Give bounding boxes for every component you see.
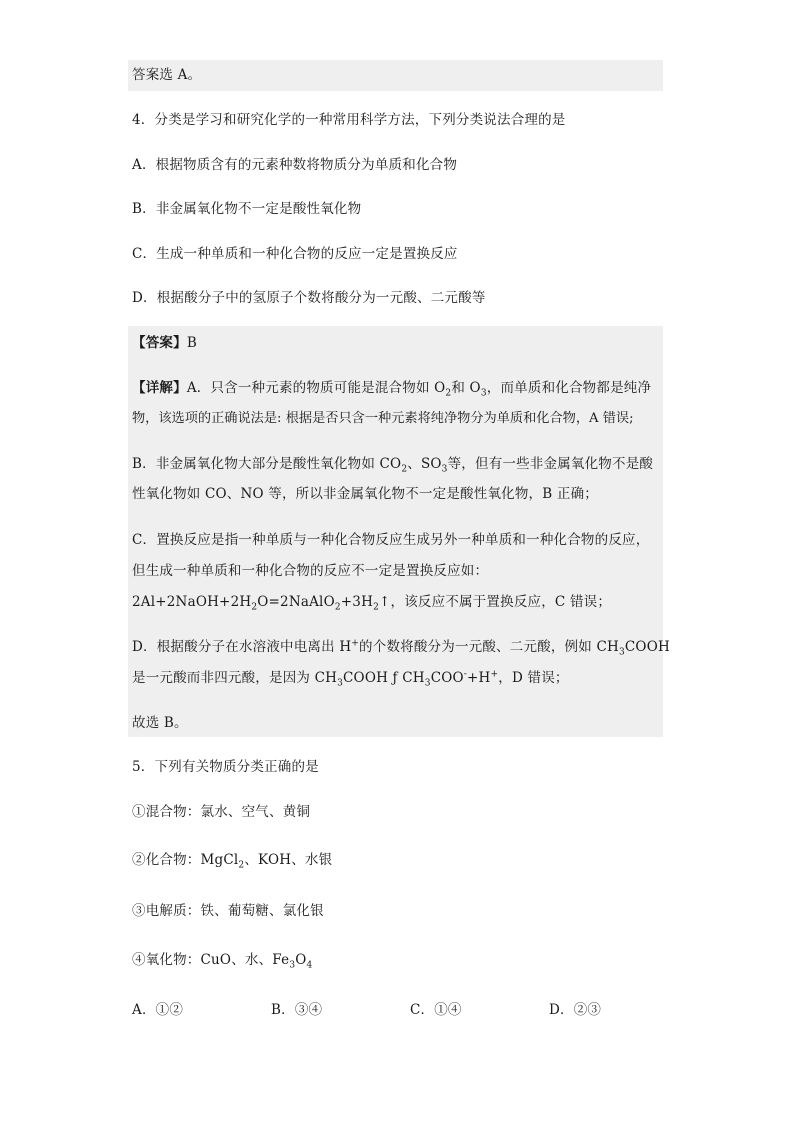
- q4-stem: 4．分类是学习和研究化学的一种常用科学方法，下列分类说法合理的是: [132, 112, 566, 128]
- q4-detail-a-line1: 【详解】A．只含一种元素的物质可能是混合物如 $O_2$和 $O_3$，而单质和化合物都是纯净: [132, 380, 652, 399]
- q5-option-a: A．①②: [132, 1002, 184, 1018]
- q4-answer: [132, 333, 197, 353]
- detail-tag: 【详解】: [132, 380, 187, 396]
- q5-item-4: ④氧化物：CuO、水、$Fe_3O_4$: [132, 952, 313, 971]
- q5-item-3: ③电解质：铁、葡萄糖、氯化银: [132, 903, 324, 919]
- q4-detail-d-line1: D．根据酸分子在水溶液中电离出 H+的个数将酸分为一元酸、二元酸，例如 $CH_3COOH$: [132, 638, 670, 658]
- q4-option-a: A．根据物质含有的元素种数将物质分为单质和化合物: [132, 157, 458, 173]
- q5-option-c: C．①④: [410, 1002, 462, 1018]
- answer-tag: 【答案】: [132, 335, 187, 351]
- q4-detail-c-line1: C．置换反应是指一种单质与一种化合物反应生成另外一种单质和一种化合物的反应，: [132, 532, 650, 548]
- prev-answer: 答案选 A。: [132, 67, 202, 83]
- q4-option-d: D．根据酸分子中的氢原子个数将酸分为一元酸、二元酸等: [132, 290, 486, 306]
- q5-options: [132, 1000, 652, 1020]
- q5-option-d: D．②③: [549, 1002, 602, 1018]
- q4-detail-d-line2: 是一元酸而非四元酸，是因为 $CH_3COOH$ ƒ $CH_3COO^-+H^+$，D 错误；: [132, 669, 569, 689]
- q5-stem: 5．下列有关物质分类正确的是: [132, 759, 319, 775]
- q5-option-b: B．③④: [271, 1002, 323, 1018]
- q4-conclusion: 故选 B。: [132, 715, 188, 731]
- q5-item-2: ②化合物：MgCl$_2$、KOH、水银: [132, 852, 333, 871]
- q4-option-b: B．非金属氧化物不一定是酸性氧化物: [132, 201, 362, 217]
- q5-item-1: ①混合物：氯水、空气、黄铜: [132, 804, 311, 820]
- prev-answer-shade: [128, 60, 663, 91]
- q4-detail-c-line2: 但生成一种单质和一种化合物的反应不一定是置换反应如：: [132, 563, 489, 579]
- q4-detail-c-line3: $2Al+2NaOH+2H_2O=2NaAlO_2+3H_2↑$，该反应不属于置换反应，C 错误；: [132, 594, 612, 613]
- q4-detail-b-line1: B．非金属氧化物大部分是酸性氧化物如 $CO_2$、$SO_3$等，但有一些非金属氧化物不是酸: [132, 456, 654, 475]
- q4-option-c: C．生成一种单质和一种化合物的反应一定是置换反应: [132, 246, 458, 262]
- answer-value: B: [186, 335, 197, 351]
- q4-detail-a-line2: 物，该选项的正确说法是: 根据是否只含一种元素将纯净物分为单质和化合物，A 错误;: [132, 411, 634, 426]
- q4-detail-b-line2: 性氧化物如 CO、NO 等，所以非金属氧化物不一定是酸性氧化物，B 正确；: [132, 486, 598, 502]
